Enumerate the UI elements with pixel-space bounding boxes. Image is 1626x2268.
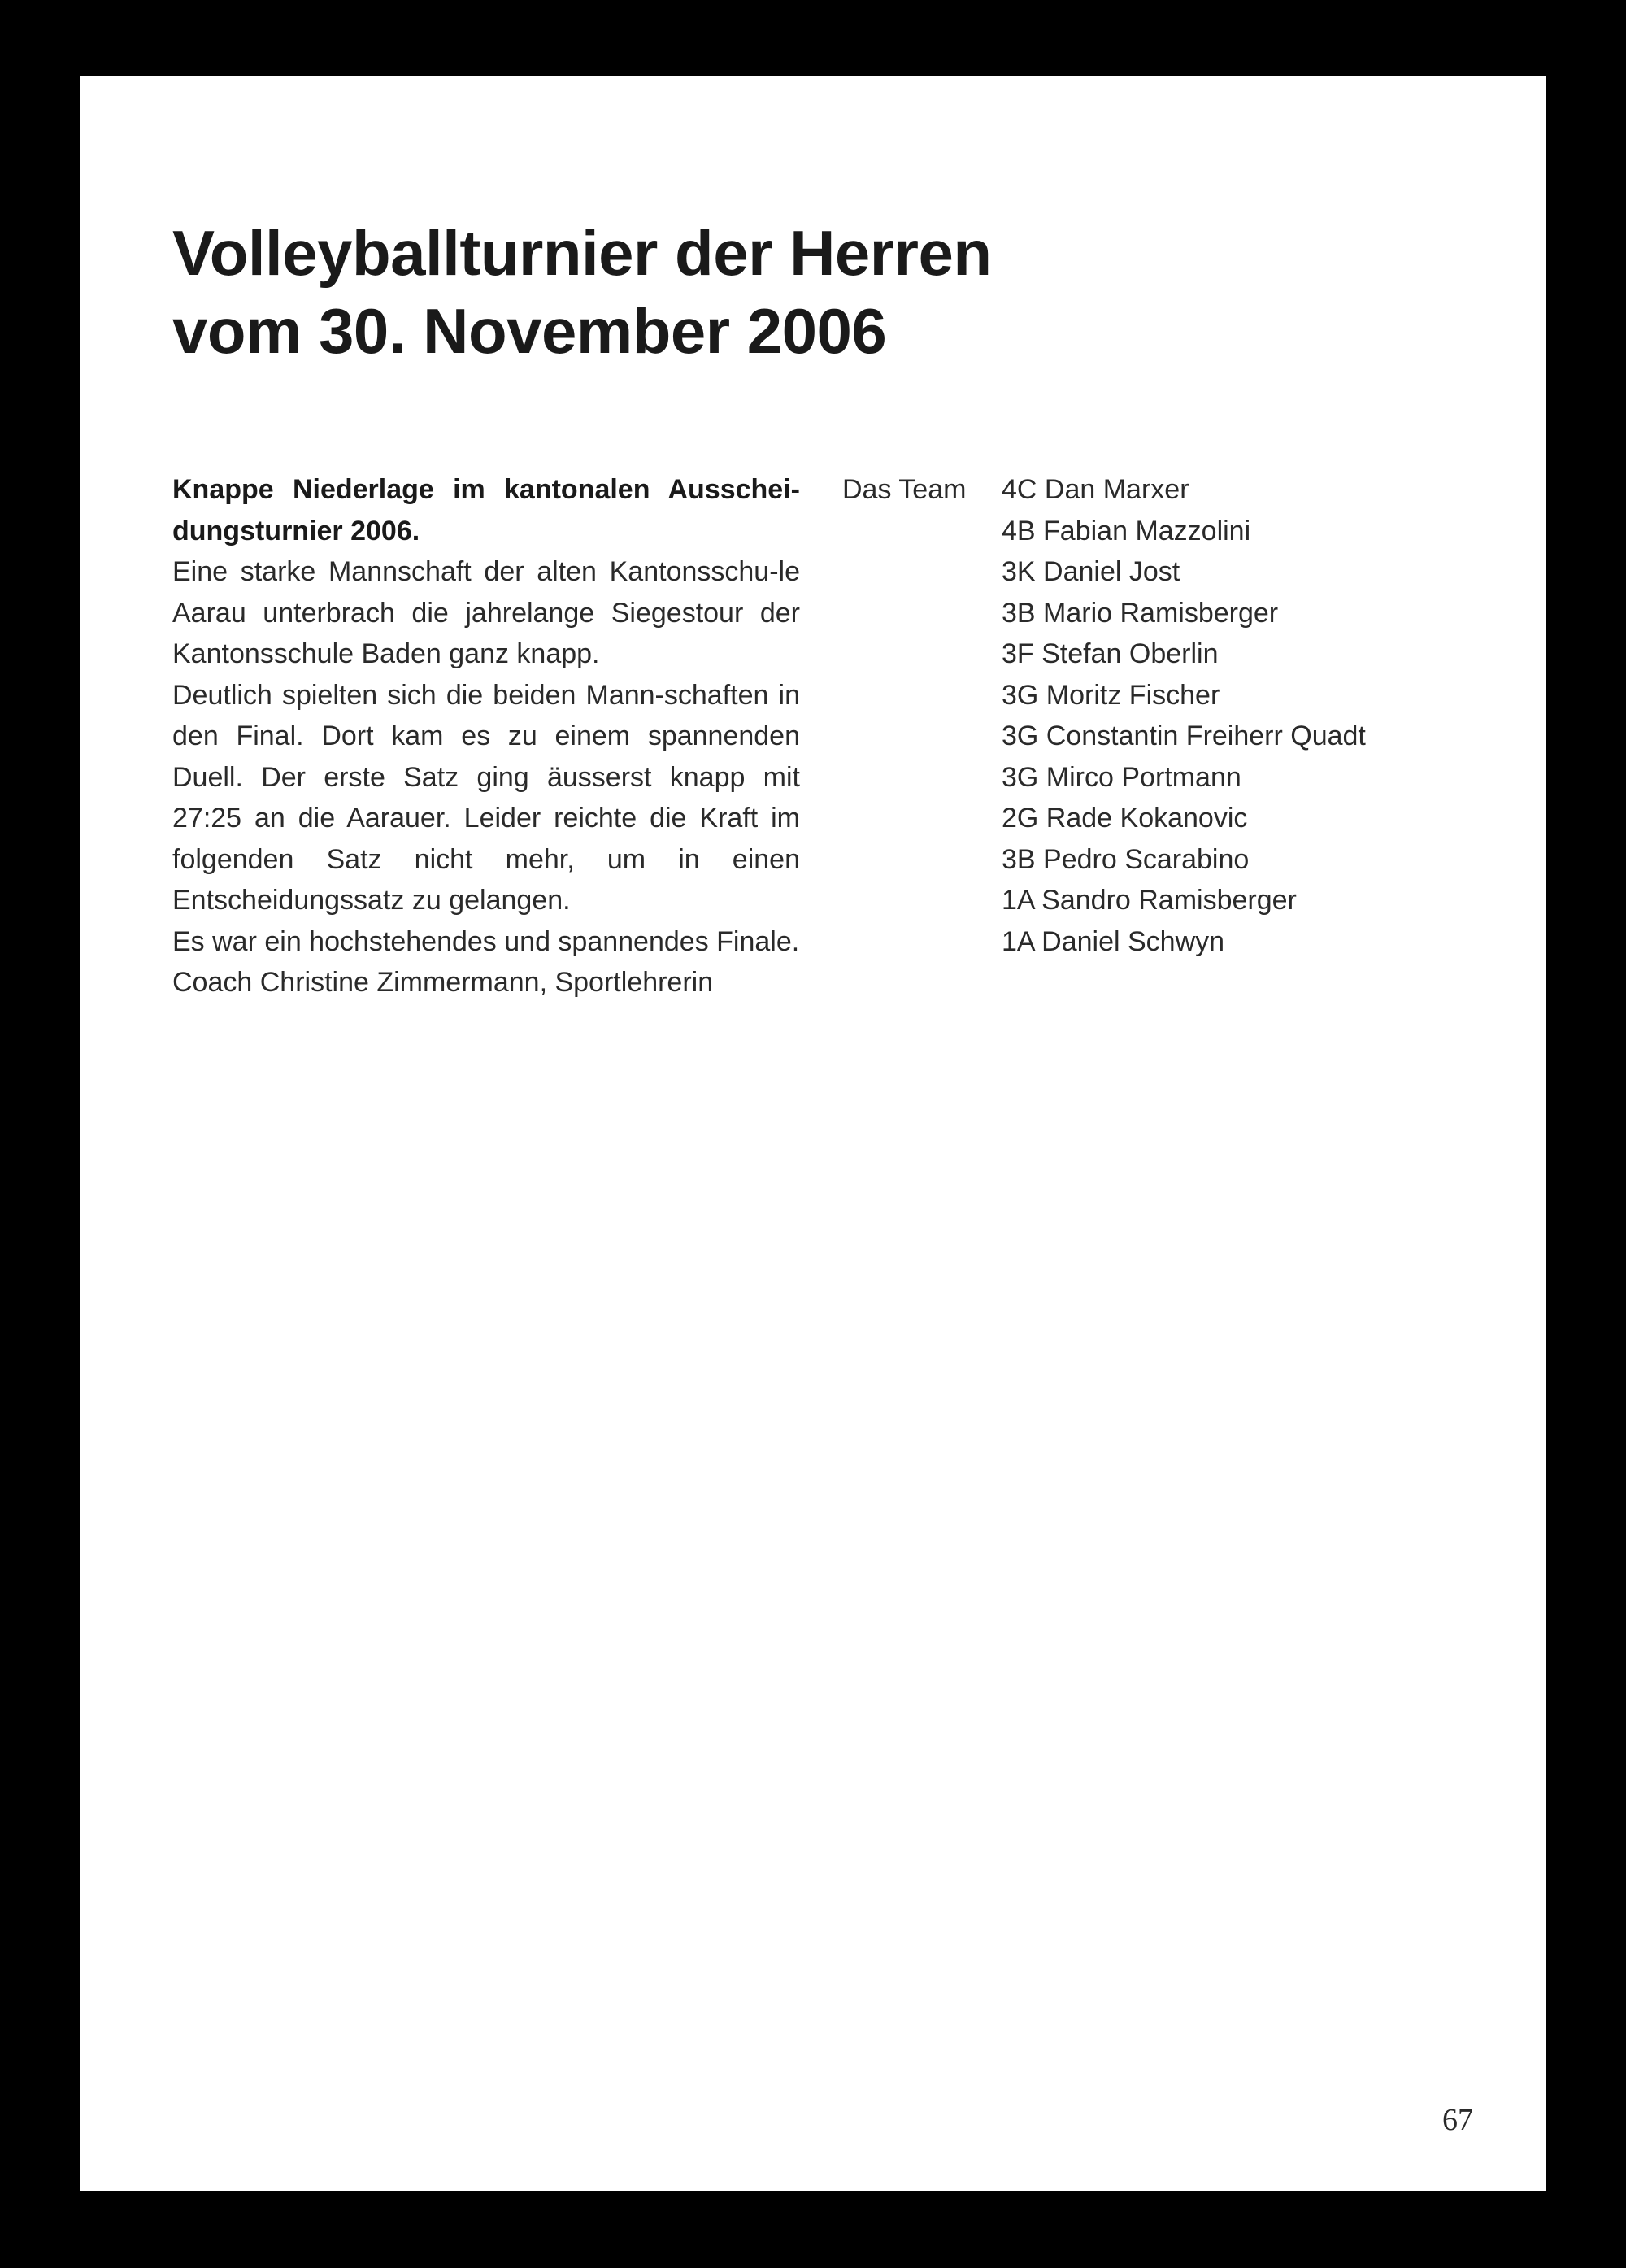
- team-member: 4B Fabian Mazzolini: [1002, 515, 1251, 546]
- team-member: 3B Mario Ramisberger: [1002, 597, 1279, 629]
- team-member: 3G Constantin Freiherr Quadt: [1002, 720, 1366, 751]
- team-member: 3G Moritz Fischer: [1002, 679, 1220, 711]
- article-paragraph-3: Es war ein hochstehendes und spannendes Finale.: [172, 925, 800, 957]
- team-list: [1002, 469, 1366, 962]
- document-page: [80, 76, 1546, 2191]
- title-line-1: Volleyballturnier der Herren: [172, 217, 992, 289]
- team-member: 1A Daniel Schwyn: [1002, 925, 1225, 957]
- article-lead: Knappe Niederlage im kantonalen Ausschei-dungsturnier 2006.: [172, 474, 800, 546]
- article-body: [172, 469, 800, 1003]
- team-label: Das Team: [842, 474, 967, 505]
- page-title: [172, 214, 992, 370]
- team-member: 1A Sandro Ramisberger: [1002, 885, 1297, 916]
- page-number: 67: [1442, 2103, 1473, 2137]
- article-paragraph-2: Deutlich spielten sich die beiden Mann-schaften in den Final. Dort kam es zu einem spannenden Duell. Der erste Satz ging äusserst knapp mit 27:25 an die Aarauer. Leider reichte die Kraft im folgenden Satz nicht mehr, um in einen Entscheidungssatz zu gelangen.: [172, 679, 800, 916]
- article-paragraph-1: Eine starke Mannschaft der alten Kantonsschu-le Aarau unterbrach die jahrelange Siegestour der Kantonsschule Baden ganz knapp.: [172, 556, 800, 669]
- team-member: 3K Daniel Jost: [1002, 556, 1180, 587]
- title-line-2: vom 30. November 2006: [172, 295, 887, 367]
- team-member: 2G Rade Kokanovic: [1002, 803, 1248, 834]
- team-member: 3F Stefan Oberlin: [1002, 638, 1219, 669]
- team-member: 3B Pedro Scarabino: [1002, 843, 1250, 875]
- article-signature: Coach Christine Zimmermann, Sportlehrerin: [172, 967, 714, 998]
- team-member: 3G Mirco Portmann: [1002, 761, 1241, 793]
- team-member: 4C Dan Marxer: [1002, 474, 1189, 505]
